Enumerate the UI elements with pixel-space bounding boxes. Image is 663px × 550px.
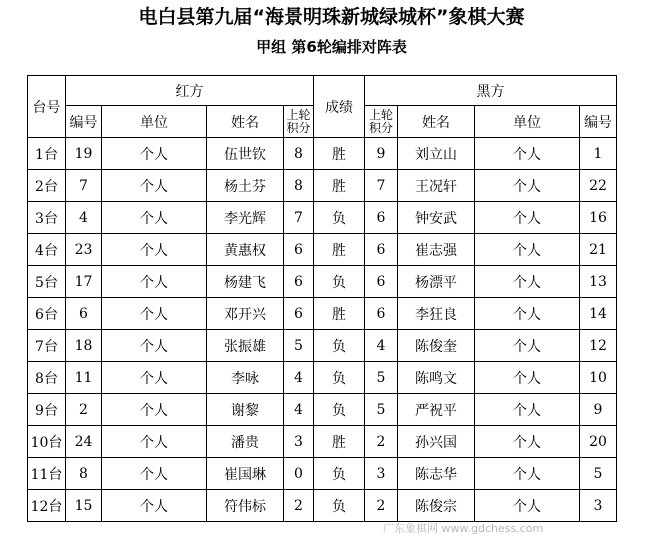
cell-red-unit: 个人 <box>102 234 207 266</box>
cell-red-unit: 个人 <box>102 394 207 426</box>
header-board: 台号 <box>28 76 66 138</box>
cell-red-no: 8 <box>66 458 102 490</box>
table-row <box>28 298 617 330</box>
cell-board: 8台 <box>28 362 66 394</box>
cell-board: 7台 <box>28 330 66 362</box>
cell-red-name: 潘贵 <box>207 426 284 458</box>
cell-black-name: 孙兴国 <box>398 426 475 458</box>
cell-black-score: 9 <box>365 138 398 170</box>
cell-red-no: 2 <box>66 394 102 426</box>
cell-red-no: 17 <box>66 266 102 298</box>
cell-red-unit: 个人 <box>102 170 207 202</box>
cell-red-score: 5 <box>284 330 314 362</box>
cell-red-name: 伍世钦 <box>207 138 284 170</box>
cell-board: 11台 <box>28 458 66 490</box>
cell-black-score: 2 <box>365 426 398 458</box>
cell-red-score: 4 <box>284 394 314 426</box>
cell-black-unit: 个人 <box>475 362 580 394</box>
cell-red-name: 杨土芬 <box>207 170 284 202</box>
header-red-number: 编号 <box>66 106 102 138</box>
table-row <box>28 458 617 490</box>
cell-red-no: 18 <box>66 330 102 362</box>
cell-black-no: 10 <box>580 362 617 394</box>
page-title: 电白县第九届“海景明珠新城绿城杯”象棋大赛 <box>138 6 525 28</box>
cell-black-no: 1 <box>580 138 617 170</box>
cell-black-score: 7 <box>365 170 398 202</box>
table-row <box>28 394 617 426</box>
cell-black-name: 刘立山 <box>398 138 475 170</box>
cell-red-no: 4 <box>66 202 102 234</box>
cell-red-name: 张振雄 <box>207 330 284 362</box>
cell-black-name: 李狂良 <box>398 298 475 330</box>
header-red-unit: 单位 <box>102 106 207 138</box>
cell-black-no: 22 <box>580 170 617 202</box>
cell-red-name: 黄惠权 <box>207 234 284 266</box>
cell-black-score: 6 <box>365 266 398 298</box>
cell-result: 胜 <box>314 234 365 266</box>
cell-result: 负 <box>314 490 365 522</box>
cell-red-unit: 个人 <box>102 458 207 490</box>
header-row-top <box>28 76 617 106</box>
cell-black-unit: 个人 <box>475 490 580 522</box>
cell-black-name: 陈俊宗 <box>398 490 475 522</box>
cell-board: 2台 <box>28 170 66 202</box>
cell-black-unit: 个人 <box>475 266 580 298</box>
table-row <box>28 234 617 266</box>
table-row <box>28 138 617 170</box>
cell-red-score: 6 <box>284 298 314 330</box>
table-row <box>28 362 617 394</box>
cell-red-name: 谢黎 <box>207 394 284 426</box>
table-row <box>28 330 617 362</box>
cell-black-name: 陈俊奎 <box>398 330 475 362</box>
cell-result: 胜 <box>314 426 365 458</box>
cell-red-no: 19 <box>66 138 102 170</box>
cell-result: 负 <box>314 362 365 394</box>
cell-red-score: 8 <box>284 138 314 170</box>
cell-black-score: 6 <box>365 298 398 330</box>
cell-black-unit: 个人 <box>475 138 580 170</box>
cell-black-no: 21 <box>580 234 617 266</box>
cell-result: 负 <box>314 458 365 490</box>
header-black-unit: 单位 <box>475 106 580 138</box>
cell-red-score: 6 <box>284 234 314 266</box>
header-black-prev-score: 上轮积分 <box>365 106 398 138</box>
table-row <box>28 202 617 234</box>
page-subtitle: 甲组 第6轮编排对阵表 <box>256 38 407 56</box>
cell-black-name: 陈志华 <box>398 458 475 490</box>
cell-black-no: 12 <box>580 330 617 362</box>
cell-result: 负 <box>314 202 365 234</box>
cell-black-no: 14 <box>580 298 617 330</box>
cell-black-unit: 个人 <box>475 394 580 426</box>
cell-black-score: 3 <box>365 458 398 490</box>
cell-result: 胜 <box>314 298 365 330</box>
cell-red-no: 15 <box>66 490 102 522</box>
cell-board: 6台 <box>28 298 66 330</box>
cell-black-no: 9 <box>580 394 617 426</box>
cell-red-name: 李咏 <box>207 362 284 394</box>
cell-red-name: 崔国琳 <box>207 458 284 490</box>
cell-black-unit: 个人 <box>475 170 580 202</box>
cell-black-unit: 个人 <box>475 330 580 362</box>
cell-board: 4台 <box>28 234 66 266</box>
cell-black-score: 5 <box>365 362 398 394</box>
cell-red-name: 李光辉 <box>207 202 284 234</box>
header-red-prev-score: 上轮积分 <box>284 106 314 138</box>
cell-black-score: 6 <box>365 234 398 266</box>
cell-black-score: 6 <box>365 202 398 234</box>
cell-red-unit: 个人 <box>102 362 207 394</box>
pairing-table <box>27 75 617 522</box>
cell-red-unit: 个人 <box>102 426 207 458</box>
cell-red-score: 7 <box>284 202 314 234</box>
cell-red-score: 0 <box>284 458 314 490</box>
cell-black-no: 16 <box>580 202 617 234</box>
header-black-number: 编号 <box>580 106 617 138</box>
table-row <box>28 490 617 522</box>
cell-red-name: 符伟标 <box>207 490 284 522</box>
cell-red-unit: 个人 <box>102 266 207 298</box>
cell-red-unit: 个人 <box>102 490 207 522</box>
cell-black-name: 杨漂平 <box>398 266 475 298</box>
cell-result: 负 <box>314 330 365 362</box>
cell-board: 3台 <box>28 202 66 234</box>
watermark: 广东象棋网 www.gdchess.com <box>383 522 544 535</box>
cell-black-no: 20 <box>580 426 617 458</box>
cell-black-name: 陈鸣文 <box>398 362 475 394</box>
cell-black-unit: 个人 <box>475 458 580 490</box>
cell-black-score: 4 <box>365 330 398 362</box>
cell-red-score: 3 <box>284 426 314 458</box>
cell-board: 5台 <box>28 266 66 298</box>
cell-red-score: 8 <box>284 170 314 202</box>
cell-result: 胜 <box>314 138 365 170</box>
header-red-side: 红方 <box>66 76 314 106</box>
table-row <box>28 170 617 202</box>
cell-red-unit: 个人 <box>102 202 207 234</box>
cell-red-name: 杨建飞 <box>207 266 284 298</box>
cell-result: 负 <box>314 394 365 426</box>
cell-black-no: 3 <box>580 490 617 522</box>
cell-red-score: 4 <box>284 362 314 394</box>
cell-red-score: 6 <box>284 266 314 298</box>
header-black-name: 姓名 <box>398 106 475 138</box>
cell-black-name: 崔志强 <box>398 234 475 266</box>
cell-board: 10台 <box>28 426 66 458</box>
cell-black-name: 严祝平 <box>398 394 475 426</box>
cell-red-no: 24 <box>66 426 102 458</box>
cell-black-no: 13 <box>580 266 617 298</box>
cell-board: 9台 <box>28 394 66 426</box>
header-red-name: 姓名 <box>207 106 284 138</box>
table-row <box>28 266 617 298</box>
cell-red-no: 6 <box>66 298 102 330</box>
cell-red-name: 邓开兴 <box>207 298 284 330</box>
cell-black-name: 钟安武 <box>398 202 475 234</box>
cell-red-unit: 个人 <box>102 298 207 330</box>
cell-red-score: 2 <box>284 490 314 522</box>
cell-black-unit: 个人 <box>475 202 580 234</box>
cell-board: 1台 <box>28 138 66 170</box>
cell-red-unit: 个人 <box>102 330 207 362</box>
cell-board: 12台 <box>28 490 66 522</box>
cell-red-no: 23 <box>66 234 102 266</box>
cell-result: 负 <box>314 266 365 298</box>
cell-black-unit: 个人 <box>475 234 580 266</box>
header-black-side: 黑方 <box>365 76 617 106</box>
cell-black-no: 5 <box>580 458 617 490</box>
cell-result: 胜 <box>314 170 365 202</box>
header-result: 成绩 <box>314 76 365 138</box>
cell-black-name: 王况轩 <box>398 170 475 202</box>
table-row <box>28 426 617 458</box>
cell-red-no: 11 <box>66 362 102 394</box>
cell-black-unit: 个人 <box>475 426 580 458</box>
cell-red-unit: 个人 <box>102 138 207 170</box>
cell-black-unit: 个人 <box>475 298 580 330</box>
cell-black-score: 2 <box>365 490 398 522</box>
cell-black-score: 5 <box>365 394 398 426</box>
cell-red-no: 7 <box>66 170 102 202</box>
